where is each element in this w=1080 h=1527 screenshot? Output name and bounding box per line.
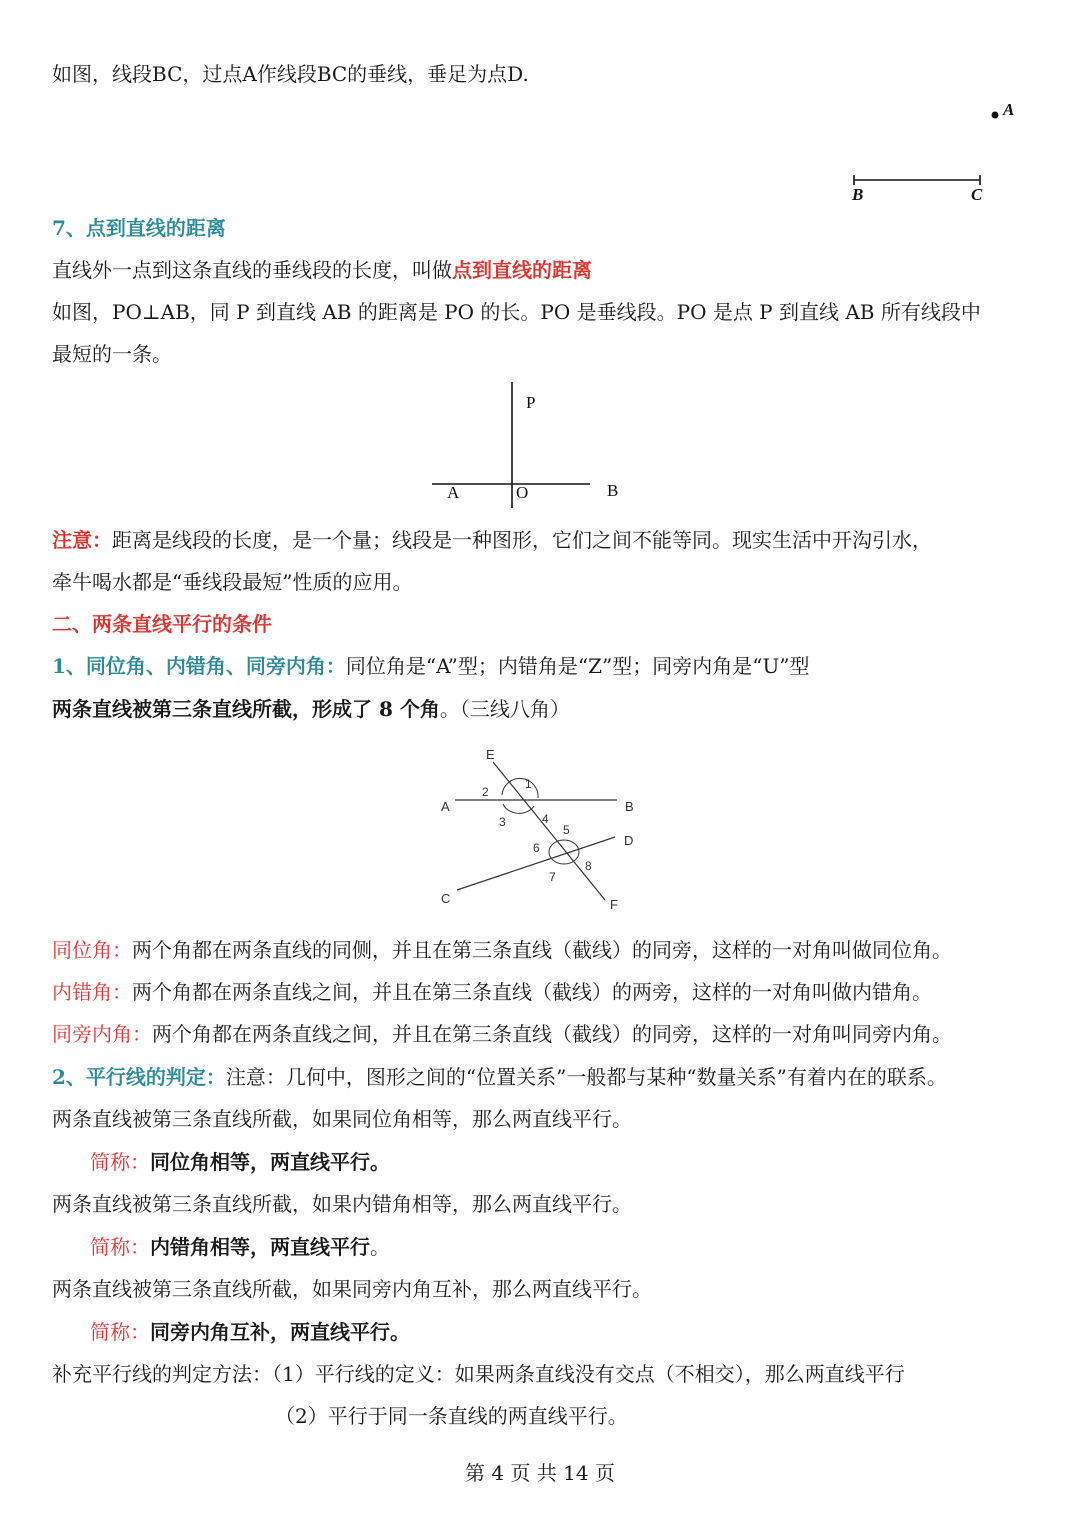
judge-rule3: 两条直线被第三条直线所截，如果同旁内角互补，那么两直线平行。 — [52, 1277, 652, 1301]
short3-text: 同旁内角互补，两直线平行。 — [150, 1320, 410, 1344]
fig-label-a: A — [441, 799, 450, 814]
tongwei-label: 同位角： — [52, 938, 132, 962]
definition-text: 直线外一点到这条直线的垂线段的长度，叫做 — [52, 258, 452, 282]
eight-angles-tail: 。（三线八角） — [439, 697, 570, 721]
judge-short3 — [90, 1318, 410, 1346]
page-footer: 第 4 页 共 14 页 — [465, 1461, 615, 1485]
fig-po-label-b: B — [607, 481, 619, 500]
sub1-heading: 1、同位角、内错角、同旁内角： — [52, 654, 346, 678]
fig-po-label-o: O — [516, 483, 529, 502]
angle-label-6: 6 — [533, 841, 540, 855]
def-tongpang — [52, 1020, 952, 1048]
note-line1 — [52, 526, 932, 554]
short2-text: 内错角相等，两直线平行 — [150, 1235, 370, 1259]
short-label-3: 简称： — [90, 1320, 150, 1344]
section7-example-line1: 如图，PO⊥AB，同 P 到直线 AB 的距离是 PO 的长。PO 是垂线段。PO 是点 P 到直线 AB 所有线段中 — [52, 300, 981, 324]
section7-heading: 7、点到直线的距离 — [52, 216, 226, 240]
fig-label-f: F — [610, 897, 618, 912]
eight-angles-bold: 两条直线被第三条直线所截，形成了 8 个角 — [52, 697, 440, 721]
note-line2: 牵牛喝水都是“垂线段最短”性质的应用。 — [52, 570, 413, 594]
sub1-text: 同位角是“A”型；内错角是“Z”型；同旁内角是“U”型 — [345, 654, 810, 678]
judge-extra2: （2）平行于同一条直线的两直线平行。 — [275, 1404, 628, 1428]
angle-label-3: 3 — [499, 815, 506, 829]
judge-rule1: 两条直线被第三条直线所截，如果同位角相等，那么两直线平行。 — [52, 1107, 632, 1131]
fig-po-label-p: P — [526, 393, 536, 412]
definition-term: 点到直线的距离 — [452, 258, 592, 282]
fig-bc-label-c: C — [971, 185, 983, 204]
figure-perpendicular — [420, 380, 640, 510]
figure-three-lines — [430, 740, 650, 920]
fig-label-c: C — [441, 891, 451, 906]
angle-label-4: 4 — [542, 812, 549, 826]
short-label-1: 简称： — [90, 1150, 150, 1174]
judge-short1 — [90, 1148, 390, 1176]
fig-label-d: D — [624, 833, 634, 848]
judge-heading: 2、平行线的判定： — [52, 1065, 226, 1089]
point-a-dot — [992, 112, 999, 119]
section7-definition — [52, 256, 592, 284]
note-label: 注意： — [52, 528, 112, 552]
angle-label-2: 2 — [482, 785, 489, 799]
neicuo-text: 两个角都在两条直线之间，并且在第三条直线（截线）的两旁，这样的一对角叫做内错角。 — [132, 980, 932, 1004]
fig-bc-label-a: A — [1003, 100, 1015, 119]
short-label-2: 简称： — [90, 1235, 150, 1259]
figure-point-segment — [840, 95, 1040, 205]
fig-po-label-a: A — [447, 483, 460, 502]
angle-label-1: 1 — [525, 777, 532, 791]
def-tongwei — [52, 936, 952, 964]
fig-label-b: B — [625, 799, 634, 814]
neicuo-label: 内错角： — [52, 980, 132, 1004]
tongpang-text: 两个角都在两条直线之间，并且在第三条直线（截线）的同旁，这样的一对角叫同旁内角。 — [152, 1022, 952, 1046]
fig-bc-label-b: B — [852, 185, 864, 204]
eight-angles-line — [52, 695, 570, 723]
intro-text: 如图，线段BC，过点A作线段BC的垂线，垂足为点D. — [52, 62, 529, 86]
judge-short2 — [90, 1233, 390, 1261]
short1-text: 同位角相等，两直线平行。 — [150, 1150, 390, 1174]
part2-heading: 二、两条直线平行的条件 — [52, 612, 272, 636]
angle-label-8: 8 — [585, 859, 592, 873]
short2-tail: 。 — [370, 1235, 390, 1259]
judge-heading-line — [52, 1063, 947, 1091]
note-text: 距离是线段的长度，是一个量；线段是一种图形，它们之间不能等同。现实生活中开沟引水， — [112, 528, 932, 552]
judge-rule2: 两条直线被第三条直线所截，如果内错角相等，那么两直线平行。 — [52, 1192, 632, 1216]
def-neicuo — [52, 978, 932, 1006]
angle-label-7: 7 — [549, 870, 556, 884]
judge-extra1: 补充平行线的判定方法：（1）平行线的定义：如果两条直线没有交点（不相交），那么两直线平行 — [52, 1362, 905, 1386]
fig-label-e: E — [486, 747, 495, 762]
tongwei-text: 两个角都在两条直线的同侧，并且在第三条直线（截线）的同旁，这样的一对角叫做同位角。 — [132, 938, 952, 962]
angle-label-5: 5 — [563, 823, 570, 837]
tongpang-label: 同旁内角： — [52, 1022, 152, 1046]
angle-arc-lower — [549, 840, 579, 864]
part2-sub1 — [52, 652, 810, 680]
section7-example-line2: 最短的一条。 — [52, 342, 172, 366]
judge-heading-text: 注意：几何中，图形之间的“位置关系”一般都与某种“数量关系”有着内在的联系。 — [225, 1065, 947, 1089]
